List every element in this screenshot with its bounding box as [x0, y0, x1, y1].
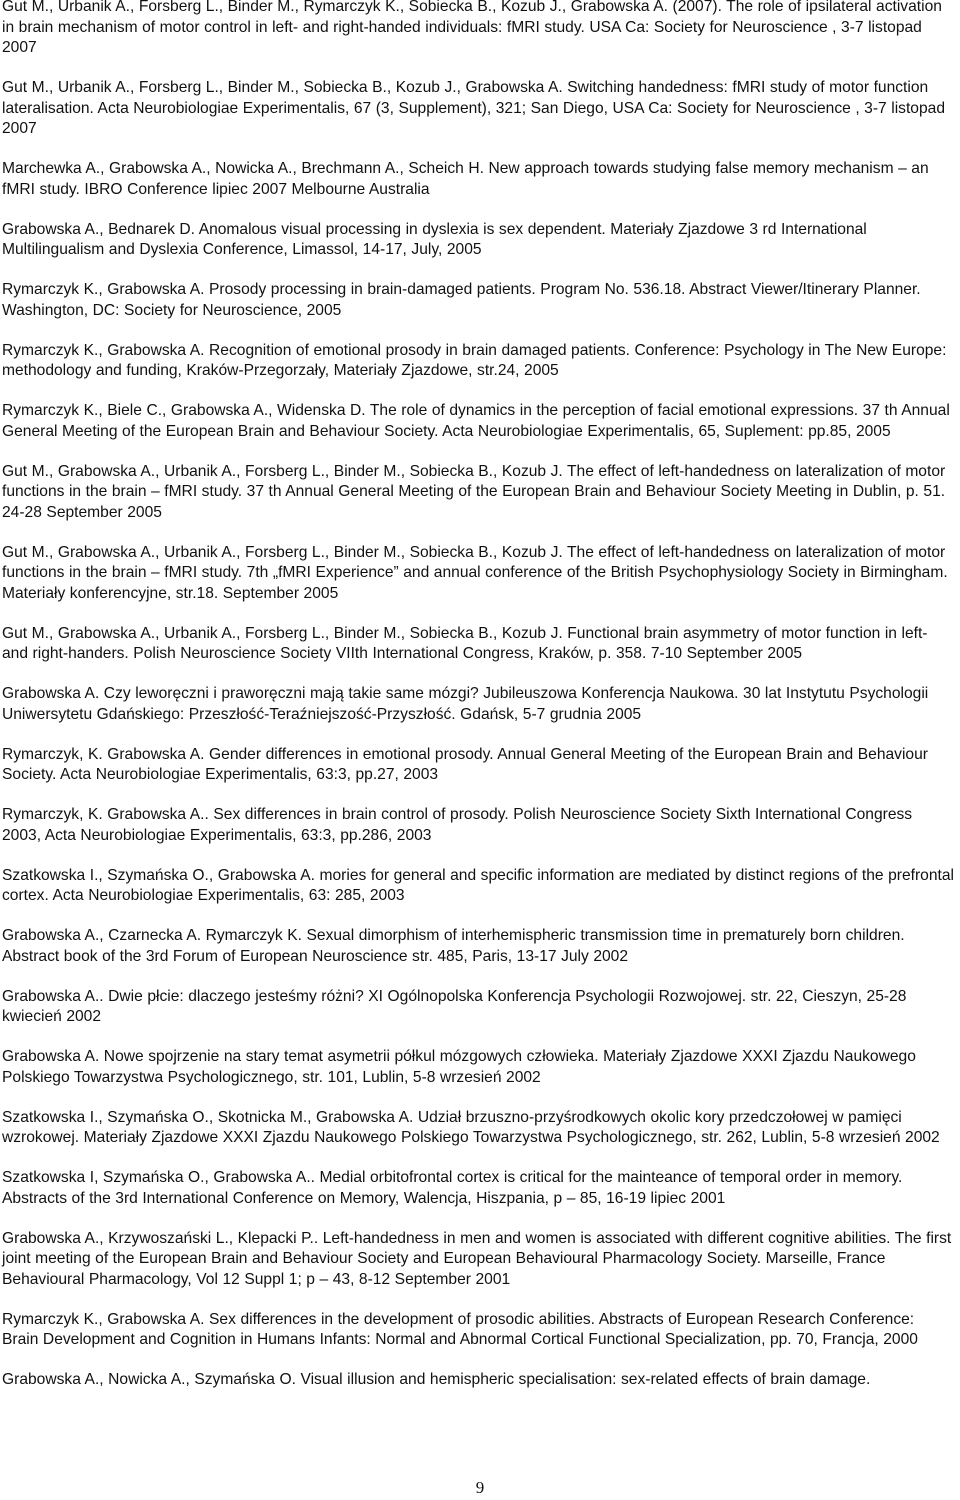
reference-entry: Grabowska A.. Dwie płcie: dlaczego jesteśmy różni? XI Ogólnopolska Konferencja Psychologii Rozwojowej. str. 22, Cieszyn, 25-28 kwiecień 2002 [2, 987, 907, 1025]
reference-entry: Grabowska A., Czarnecka A. Rymarczyk K. Sexual dimorphism of interhemispheric transmission time in prematurely born children. Abstract book of the 3rd Forum of European Neuroscience str. 485, Paris, 13-17 July 2002 [2, 927, 905, 965]
reference-entry: Gut M., Urbanik A., Forsberg L., Binder M., Rymarczyk K., Sobiecka B., Kozub J., Grabowska A. (2007). The role of ipsilateral activation in brain mechanism of motor control in left- and right-handed individuals: fMRI study. USA Ca: Society for Neuroscience , 3-7 listopad 2007 [2, 0, 942, 56]
reference-entry: Grabowska A. Czy leworęczni i praworęczni mają takie same mózgi? Jubileuszowa Konferencja Naukowa. 30 lat Instytutu Psychologii Uniwersytetu Gdańskiego: Przeszłość-Teraźniejszość-Przyszłość. Gdańsk, 5-7 grudnia 2005 [2, 685, 929, 723]
reference-entry: Szatkowska I, Szymańska O., Grabowska A.. Medial orbitofrontal cortex is critical for the mainteance of temporal order in memory. Abstracts of the 3rd International Conference on Memory, Walencja, Hiszpania, p – 85, 16-19 lipiec 2001 [2, 1169, 903, 1207]
reference-entry: Gut M., Grabowska A., Urbanik A., Forsberg L., Binder M., Sobiecka B., Kozub J. The effect of left-handedness on lateralization of motor functions in the brain – fMRI study. 37 th Annual General Meeting of the European Brain and Behaviour Society Meeting in Dublin, p. 51. 24-28 September 2005 [2, 462, 946, 521]
reference-entry: Grabowska A., Bednarek D. Anomalous visual processing in dyslexia is sex dependent. Materiały Zjazdowe 3 rd International Multilingualism and Dyslexia Conference, Limassol, 14-17, July, 2005 [2, 220, 867, 258]
reference-entry: Rymarczyk K., Grabowska A. Sex differences in the development of prosodic abilities. Abstracts of European Research Conference: Brain Development and Cognition in Humans Infants: Normal and Abnormal Cortical Functional Specialization, pp. 70, Francja, 2000 [2, 1310, 918, 1348]
reference-entry: Gut M., Urbanik A., Forsberg L., Binder M., Sobiecka B., Kozub J., Grabowska A. Switching handedness: fMRI study of motor function lateralisation. Acta Neurobiologiae Experimentalis, 67 (3, Supplement), 321; San Diego, USA Ca: Society for Neuroscience , 3-7 listopad 2007 [2, 79, 945, 137]
reference-entry: Gut M., Grabowska A., Urbanik A., Forsberg L., Binder M., Sobiecka B., Kozub J. The effect of left-handedness on lateralization of motor functions in the brain – fMRI study. 7th „fMRI Experience” and annual conference of the British Psychophysiology Society in Birmingham. Materiały konferencyjne, str.18. September 2005 [2, 543, 948, 602]
reference-entry: Grabowska A., Krzywoszański L., Klepacki P.. Left-handedness in men and women is associated with different cognitive abilities. The first joint meeting of the European Brain and Behaviour Society and European Behavioural Pharmacology Society. Marseille, France Behavioural Pharmacology, Vol 12 Suppl 1; p – 43, 8-12 September 2001 [2, 1229, 952, 1288]
reference-entry: Rymarczyk K., Biele C., Grabowska A., Widenska D. The role of dynamics in the perception of facial emotional expressions. 37 th Annual General Meeting of the European Brain and Behaviour Society. Acta Neurobiologiae Experimentalis, 65, Suplement: pp.85, 2005 [2, 402, 950, 440]
reference-list [2, 0, 954, 1410]
reference-entry: Grabowska A. Nowe spojrzenie na stary temat asymetrii półkul mózgowych człowieka. Materiały Zjazdowe XXXI Zjazdu Naukowego Polskiego Towarzystwa Psychologicznego, str. 101, Lublin, 5-8 wrzesień 2002 [2, 1048, 916, 1086]
reference-entry: Rymarczyk K., Grabowska A. Recognition of emotional prosody in brain damaged patients. Conference: Psychology in The New Europe: methodology and funding, Kraków-Przegorzały, Materiały Zjazdowe, str.24, 2005 [2, 341, 947, 379]
reference-entry: Grabowska A., Nowicka A., Szymańska O. Visual illusion and hemispheric specialisation: sex-related effects of brain damage. [2, 1371, 871, 1388]
reference-entry: Rymarczyk K., Grabowska A. Prosody processing in brain-damaged patients. Program No. 536.18. Abstract Viewer/Itinerary Planner. Washington, DC: Society for Neuroscience, 2005 [2, 281, 921, 319]
reference-entry: Rymarczyk, K. Grabowska A.. Sex differences in brain control of prosody. Polish Neuroscience Society Sixth International Congress 2003, Acta Neurobiologiae Experimentalis, 63:3, pp.286, 2003 [2, 806, 913, 844]
reference-entry: Szatkowska I., Szymańska O., Grabowska A. mories for general and specific information are mediated by distinct regions of the prefrontal cortex. Acta Neurobiologiae Experimentalis, 63: 285, 2003 [2, 866, 954, 904]
reference-entry: Gut M., Grabowska A., Urbanik A., Forsberg L., Binder M., Sobiecka B., Kozub J. Functional brain asymmetry of motor function in left- and right-handers. Polish Neuroscience Society VIIth International Congress, Kraków, p. 358. 7-10 September 2005 [2, 624, 928, 662]
reference-entry: Szatkowska I., Szymańska O., Skotnicka M., Grabowska A. Udział brzuszno-przyśrodkowych okolic kory przedczołowej w pamięci wzrokowej. Materiały Zjazdowe XXXI Zjazdu Naukowego Polskiego Towarzystwa Psychologicznego, str. 262, Lublin, 5-8 wrzesień 2002 [2, 1108, 940, 1146]
reference-entry: Marchewka A., Grabowska A., Nowicka A., Brechmann A., Scheich H. New approach towards studying false memory mechanism – an fMRI study. IBRO Conference lipiec 2007 Melbourne Australia [2, 160, 929, 198]
page-number: 9 [475, 1478, 485, 1497]
reference-entry: Rymarczyk, K. Grabowska A. Gender differences in emotional prosody. Annual General Meeting of the European Brain and Behaviour Society. Acta Neurobiologiae Experimentalis, 63:3, pp.27, 2003 [2, 745, 928, 783]
